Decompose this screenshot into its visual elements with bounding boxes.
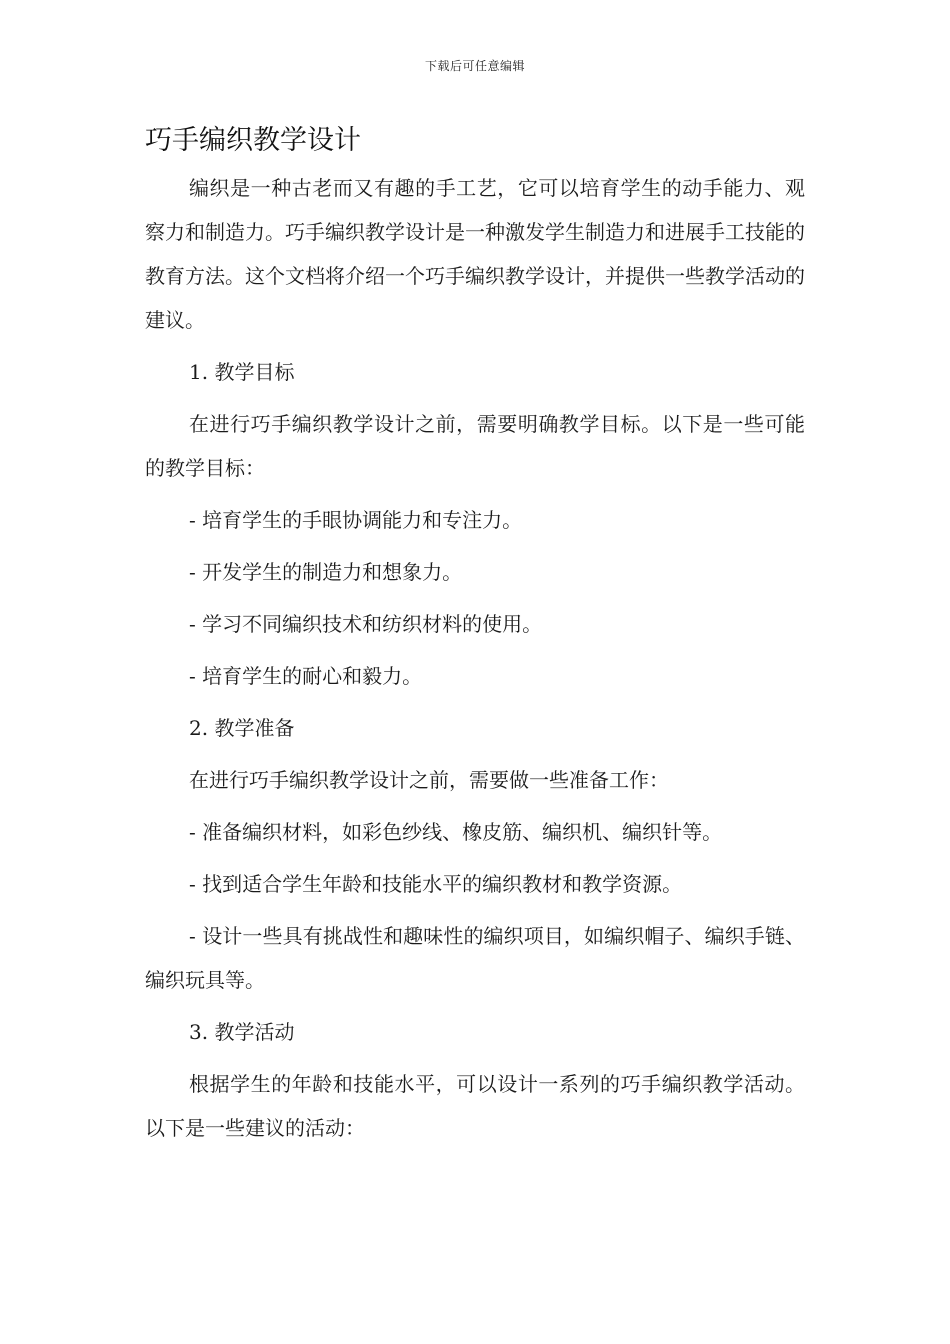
list-item: - 培育学生的手眼协调能力和专注力。 [189,508,523,532]
page-header: 下载后可任意编辑 [424,59,525,73]
section-heading: 2. 教学准备 [189,716,295,740]
section-heading: 3. 教学活动 [189,1020,295,1044]
section-lead: 根据学生的年龄和技能水平，可以设计一系列的巧手编织教学活动。以下是一些建议的活动： [145,1072,805,1140]
document-title: 巧手编织教学设计 [145,125,361,156]
list-item: - 准备编织材料，如彩色纱线、橡皮筋、编织机、编织针等。 [189,820,723,844]
list-item: - 开发学生的制造力和想象力。 [189,560,463,584]
list-item: - 学习不同编织技术和纺织材料的使用。 [189,612,543,636]
list-item: - 找到适合学生年龄和技能水平的编织教材和教学资源。 [189,872,683,896]
list-item: - 设计一些具有挑战性和趣味性的编织项目，如编织帽子、编织手链、编织玩具等。 [145,924,805,992]
section-heading: 1. 教学目标 [189,360,295,384]
intro-paragraph: 编织是一种古老而又有趣的手工艺，它可以培育学生的动手能力、观察力和制造力。巧手编织教学设计是一种激发学生制造力和进展手工技能的教育方法。这个文档将介绍一个巧手编织教学设计，并提供一些教学活动的建议。 [145,176,805,332]
section-lead: 在进行巧手编织教学设计之前，需要做一些准备工作： [189,768,669,792]
section-lead: 在进行巧手编织教学设计之前，需要明确教学目标。以下是一些可能的教学目标： [145,412,805,480]
list-item: - 培育学生的耐心和毅力。 [189,664,423,688]
document-body [145,166,805,1150]
